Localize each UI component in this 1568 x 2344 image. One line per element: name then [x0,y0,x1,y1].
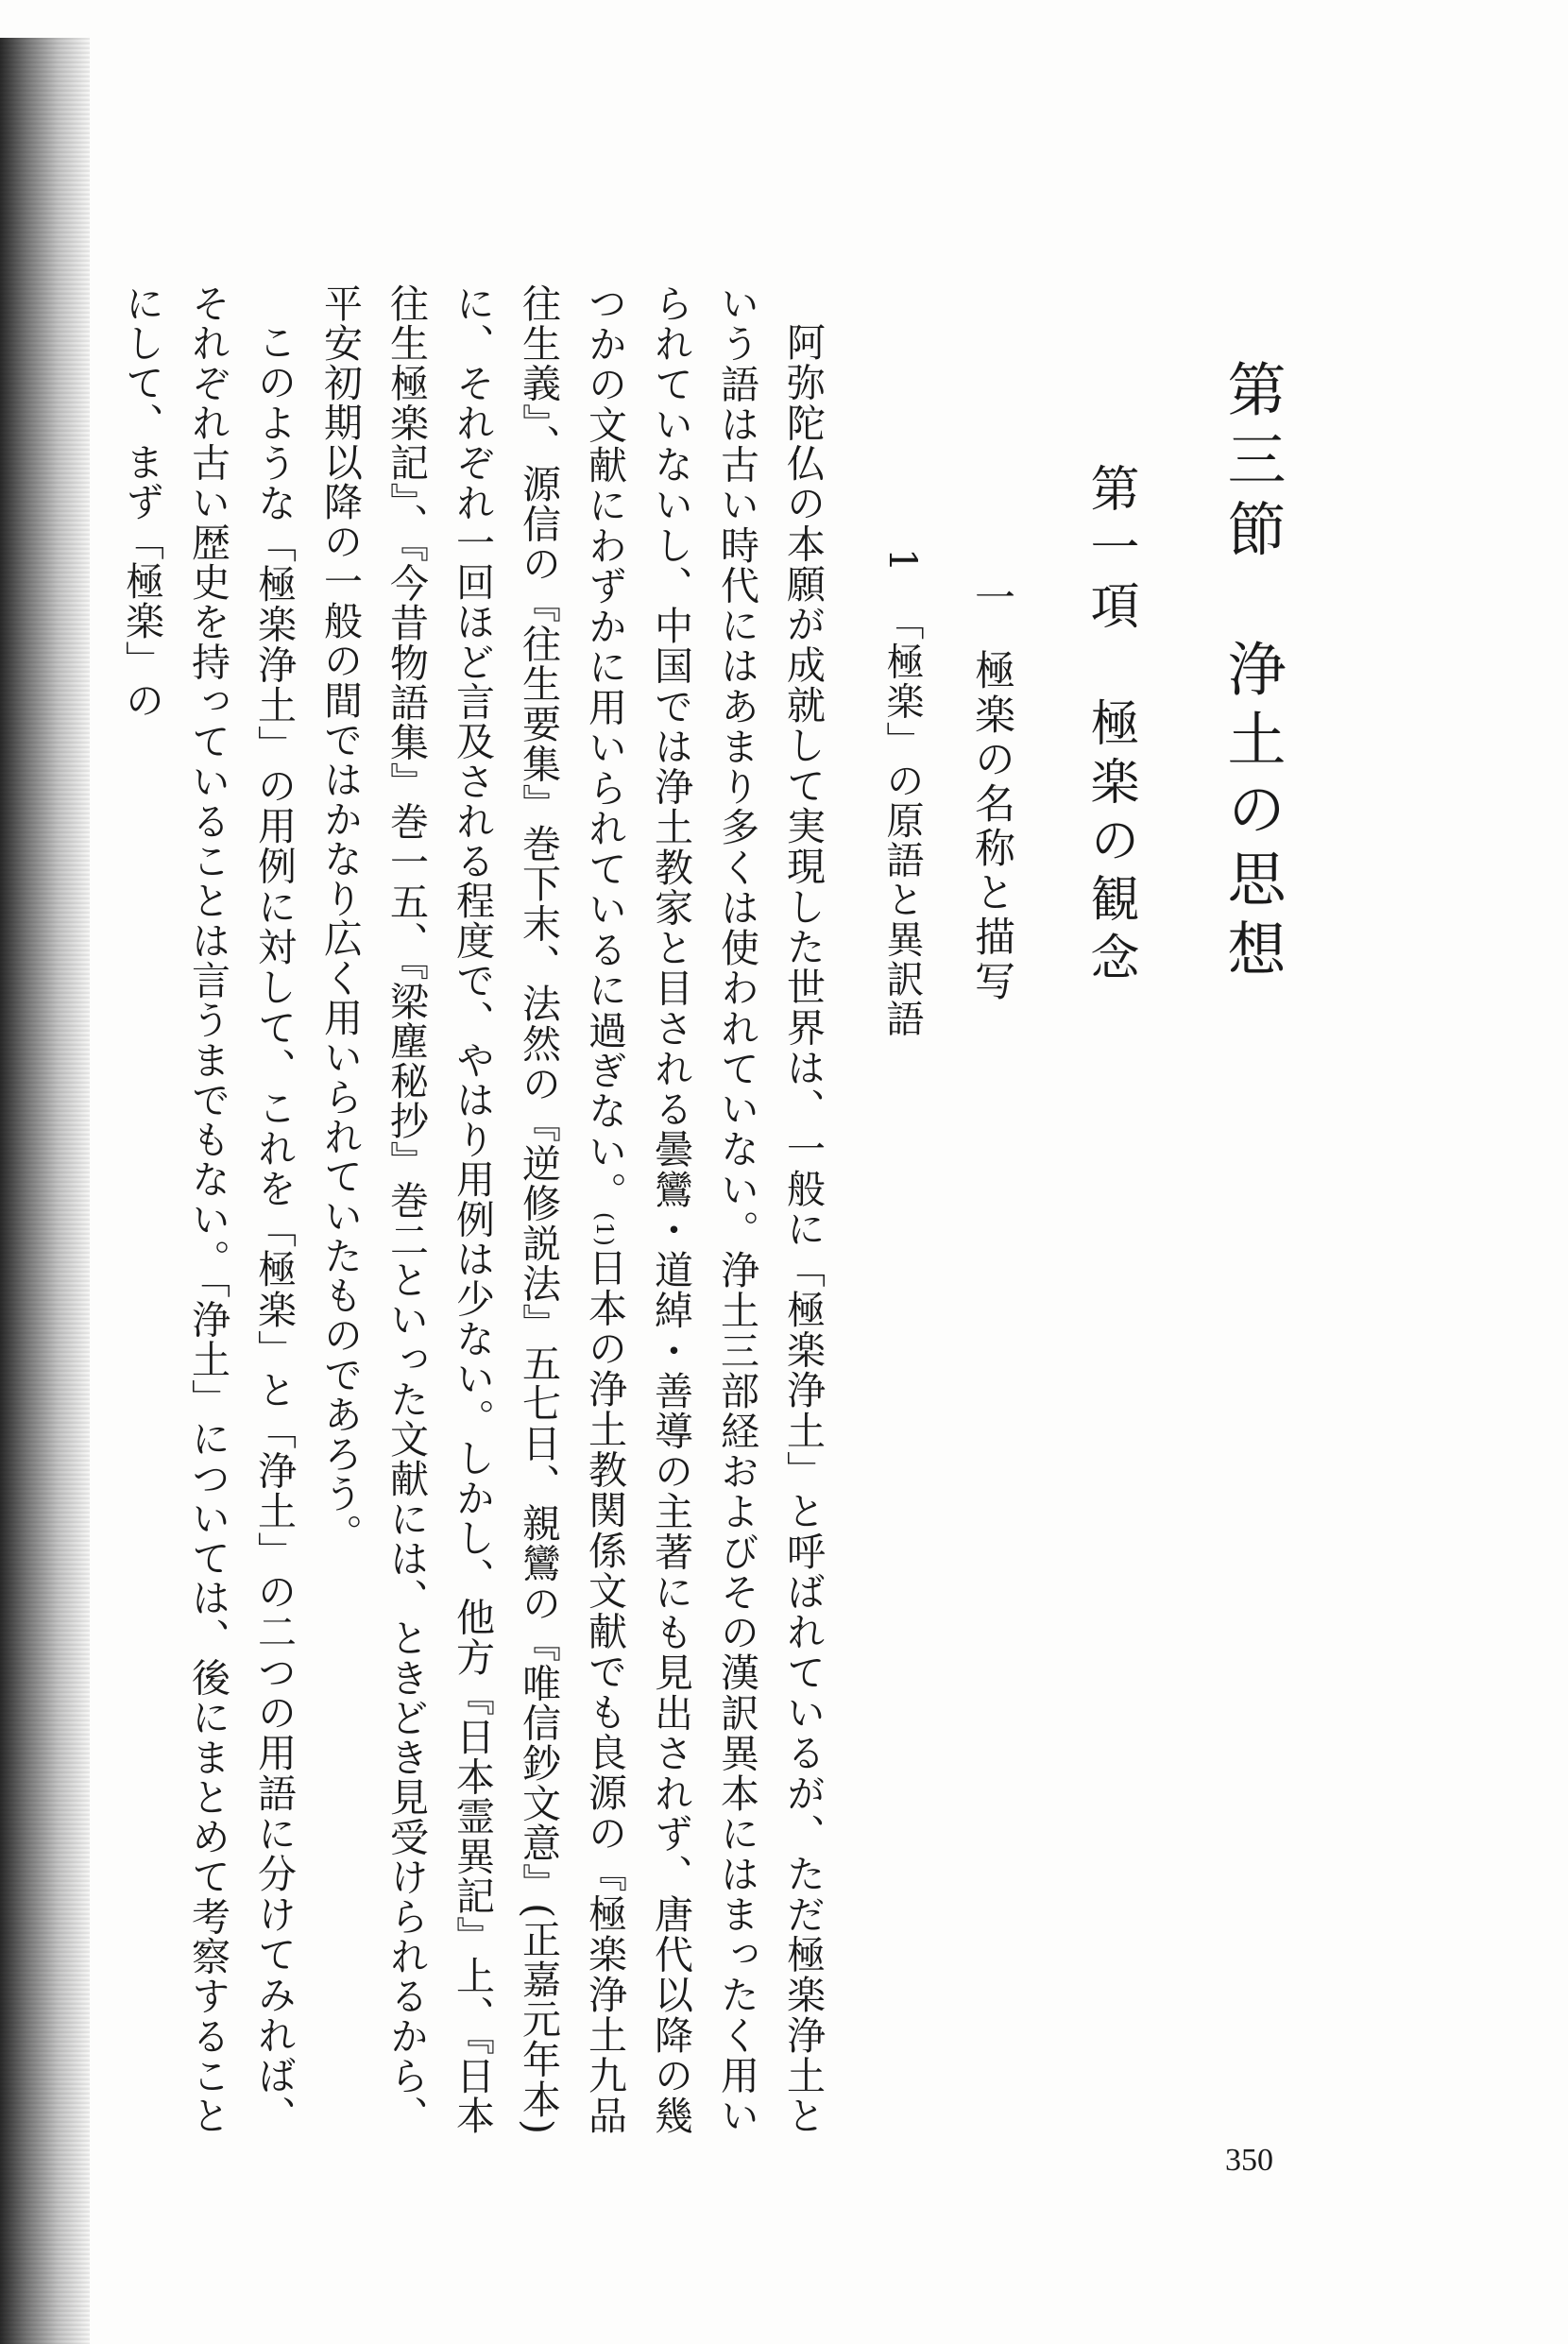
paragraph-1 [307,283,836,2135]
chapter-heading [959,283,1025,2135]
subsection-title: 第一項 極楽の観念 [1082,463,1138,990]
sub-heading-title: 「極楽」の原語と異訳語 [880,602,924,1039]
section-title: 第三節 浄土の思想 [1218,359,1287,988]
chapter-number: 一 [968,576,1015,621]
chapter-title: 極楽の名称と描写 [968,649,1015,1004]
footnote-marker: (1) [591,1211,618,1247]
paragraph-1-text-a: 阿弥陀仏の本願が成就して実現した世界は、一般に「極楽浄土」と呼ばれているが、ただ極楽浄土という語は古い時代にはあまり多くは使われていない。浄土三部経およびその漢訳異本にはまったく用いられていないし、中国では浄土教家と目される曇鸞・道綽・善導の主著にも見出されず、唐代以降の幾つかの文献にわずかに用いられているに過ぎない。 [582,283,826,2136]
scan-shadow [0,38,90,2344]
paragraph-1-text-b: 日本の浄土教関係文献でも良源の『極楽浄土九品往生義』、源信の『往生要集』巻下末、法然の『逆修説法』五七日、親鸞の『唯信鈔文意』(正嘉元年本)に、それぞれ一回ほど言及される程度で、やはり用例は少ない。しかし、他方『日本霊異記』上、『日本往生極楽記』、『今昔物語集』巻一五、『梁塵秘抄』巻二といった文献には、ときどき見受けられるから、平安初期以降の一般の間ではかなり広く用いられていたものであろう。 [317,283,627,2136]
vertical-text-body [109,283,1285,2135]
sub-heading [869,283,935,2135]
paragraph-2: このような「極楽浄土」の用例に対して、これを「極楽」と「浄土」の二つの用語に分けてみれば、それぞれ古い歴史を持っていることは言うまでもない。「浄土」については、後にまとめて考察することにして、まず「極楽」の [119,283,297,2135]
page-number: 350 [1225,2143,1273,2178]
sub-heading-number: 1 [880,548,924,574]
